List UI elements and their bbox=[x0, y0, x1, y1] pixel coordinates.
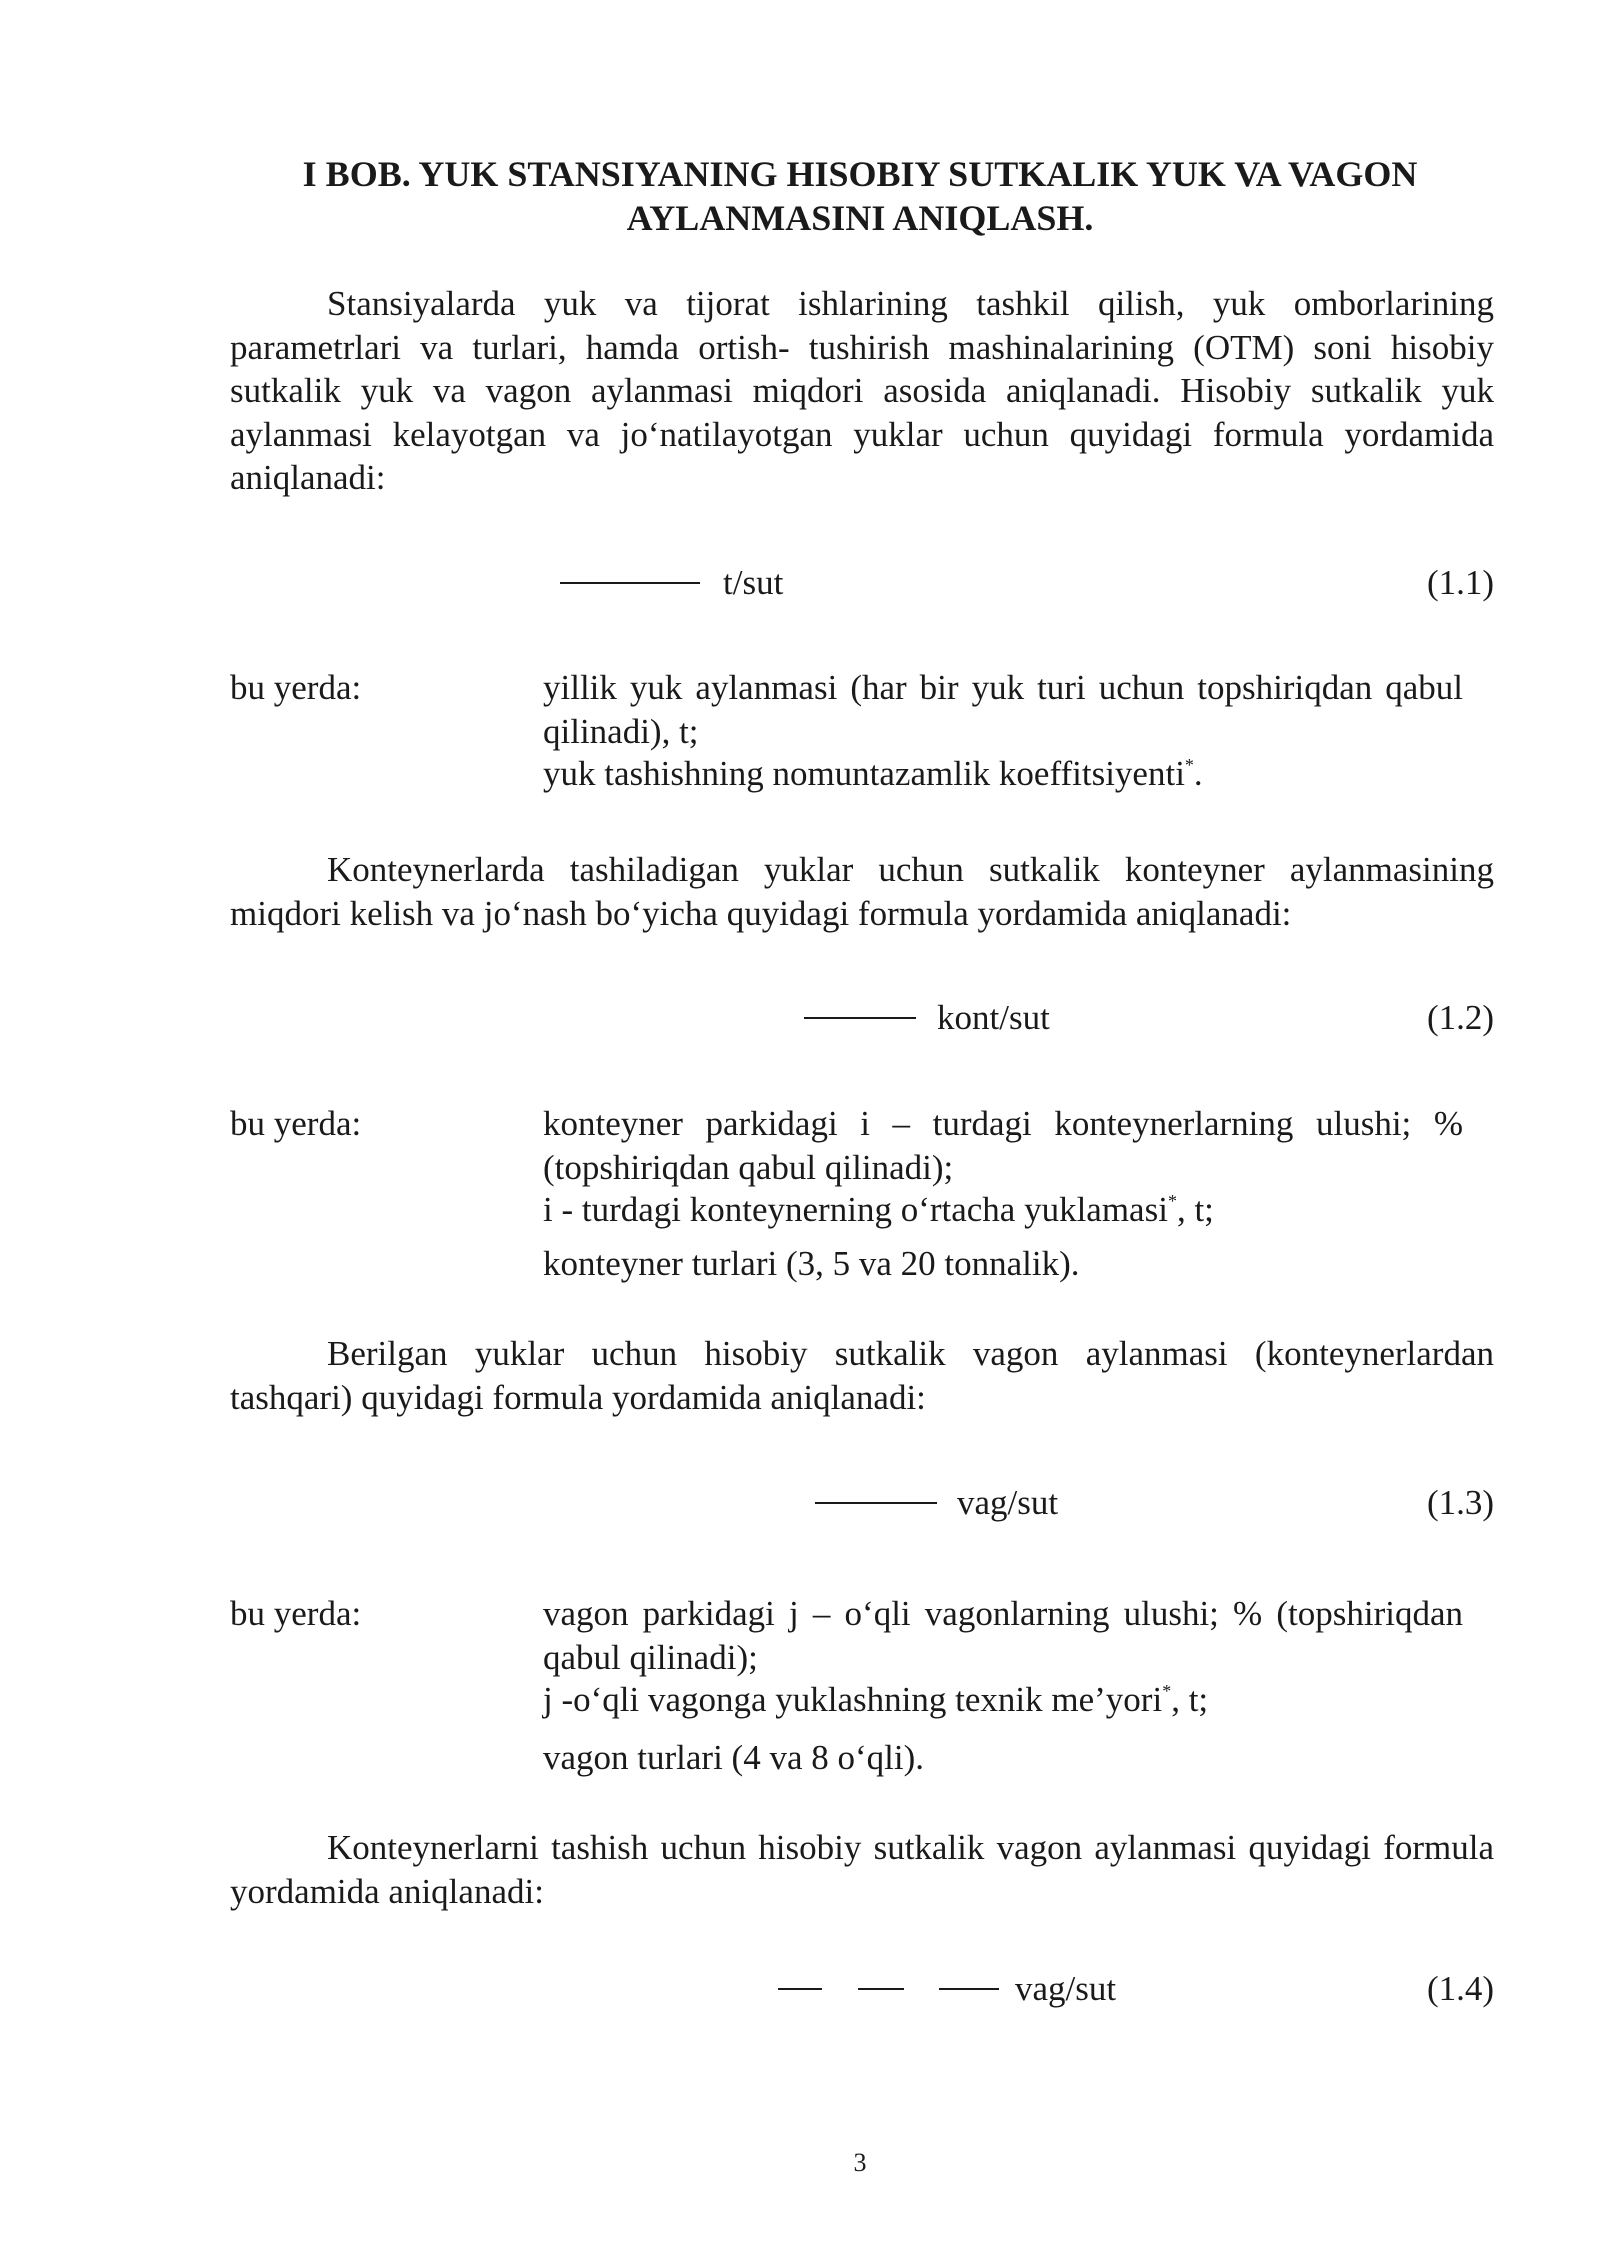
definition-2c: konteyner turlari (3, 5 va 20 tonnalik). bbox=[543, 1244, 1080, 1283]
chapter-heading-line-2: AYLANMASINI ANIQLASH. bbox=[626, 198, 1094, 238]
definition-3b-asterisk: * bbox=[1162, 1681, 1172, 1701]
definition-1b-text: yuk tashishning nomuntazamlik koeffitsiyenti bbox=[543, 754, 1185, 793]
formula-1-4-unit: vag/sut bbox=[1015, 1969, 1117, 2008]
definition-1b bbox=[543, 752, 1463, 796]
definition-1b-asterisk: * bbox=[1184, 755, 1194, 775]
chapter-heading-line-1: I BOB. YUK STANSIYANING HISOBIY SUTKALIK YUK VA VAGON bbox=[302, 154, 1418, 194]
paragraph-3-text: Berilgan yuklar uchun hisobiy sutkalik vagon aylanmasi (konteynerlardan tashqari) quyidagi formula yordamida aniqlanadi: bbox=[230, 1334, 1494, 1417]
definition-2b-asterisk: * bbox=[1167, 1191, 1177, 1211]
formula-1-4-fraction-bar-2 bbox=[858, 1988, 904, 1990]
formula-1-3-unit: vag/sut bbox=[957, 1483, 1059, 1522]
formula-1-3 bbox=[230, 1480, 1494, 1526]
formula-1-1-number: (1.1) bbox=[1426, 563, 1494, 602]
formula-1-2-fraction-bar bbox=[804, 1017, 916, 1019]
paragraph-1-text: Stansiyalarda yuk va tijorat ishlarining tashkil qilish, yuk omborlarining parametrlari va turlari, hamda ortish- tushirish mashinalarining (OTM) soni hisobiy sutkalik yuk va vagon aylanmasi miqdori asosida aniqlanadi. Hisobiy sutkalik yuk aylanmasi kelayotgan va jo‘natilayotgan yuklar uchun quyidagi formula yordamida aniqlanadi: bbox=[230, 284, 1494, 497]
paragraph-2-text: Konteynerlarda tashiladigan yuklar uchun sutkalik konteyner aylanmasining miqdori kelish va jo‘nash bo‘yicha quyidagi formula yordamida aniqlanadi: bbox=[230, 850, 1494, 933]
formula-1-3-number: (1.3) bbox=[1426, 1483, 1494, 1522]
definition-2b bbox=[543, 1188, 1463, 1232]
chapter-heading bbox=[230, 152, 1490, 240]
where-label-2: bu yerda: bbox=[230, 1104, 362, 1143]
formula-1-1-unit: t/sut bbox=[723, 563, 784, 602]
formula-1-2 bbox=[230, 995, 1494, 1041]
formula-1-2-number: (1.2) bbox=[1426, 998, 1494, 1037]
definition-1b-end: . bbox=[1193, 754, 1203, 793]
page-number: 3 bbox=[853, 2148, 867, 2177]
formula-1-3-fraction-bar bbox=[815, 1502, 937, 1504]
formula-1-1-fraction-bar bbox=[560, 582, 700, 584]
definition-3a: vagon parkidagi j – o‘qli vagonlarning ulushi; % (topshiriqdan qabul qilinadi); bbox=[543, 1594, 1463, 1677]
definition-3c: vagon turlari (4 va 8 o‘qli). bbox=[543, 1738, 925, 1777]
where-label-3: bu yerda: bbox=[230, 1594, 362, 1633]
formula-1-2-unit: kont/sut bbox=[937, 998, 1050, 1037]
where-label-1: bu yerda: bbox=[230, 668, 362, 707]
paragraph-1 bbox=[230, 282, 1494, 500]
paragraph-3 bbox=[230, 1332, 1494, 1419]
paragraph-4 bbox=[230, 1826, 1494, 1913]
definition-3b-end: , t; bbox=[1171, 1680, 1209, 1719]
definition-2a: konteyner parkidagi i – turdagi konteynerlarning ulushi; % (topshiriqdan qabul qilinadi); bbox=[543, 1104, 1463, 1187]
formula-1-4-fraction-bar-1 bbox=[778, 1988, 822, 1990]
paragraph-2 bbox=[230, 848, 1494, 935]
definition-2b-end: , t; bbox=[1176, 1190, 1214, 1229]
formula-1-4-fraction-bar-3 bbox=[939, 1988, 999, 1990]
paragraph-4-text: Konteynerlarni tashish uchun hisobiy sutkalik vagon aylanmasi quyidagi formula yordamida aniqlanadi: bbox=[230, 1828, 1494, 1911]
definition-2b-text: i - turdagi konteynerning o‘rtacha yuklamasi bbox=[543, 1190, 1168, 1229]
formula-1-1 bbox=[230, 560, 1494, 606]
definition-3b bbox=[543, 1678, 1463, 1722]
formula-1-4-number: (1.4) bbox=[1426, 1969, 1494, 2008]
definition-1a: yillik yuk aylanmasi (har bir yuk turi uchun topshiriqdan qabul qilinadi), t; bbox=[543, 668, 1463, 751]
definition-3b-text: j -o‘qli vagonga yuklashning texnik me’yori bbox=[543, 1680, 1163, 1719]
formula-1-4 bbox=[230, 1966, 1494, 2012]
